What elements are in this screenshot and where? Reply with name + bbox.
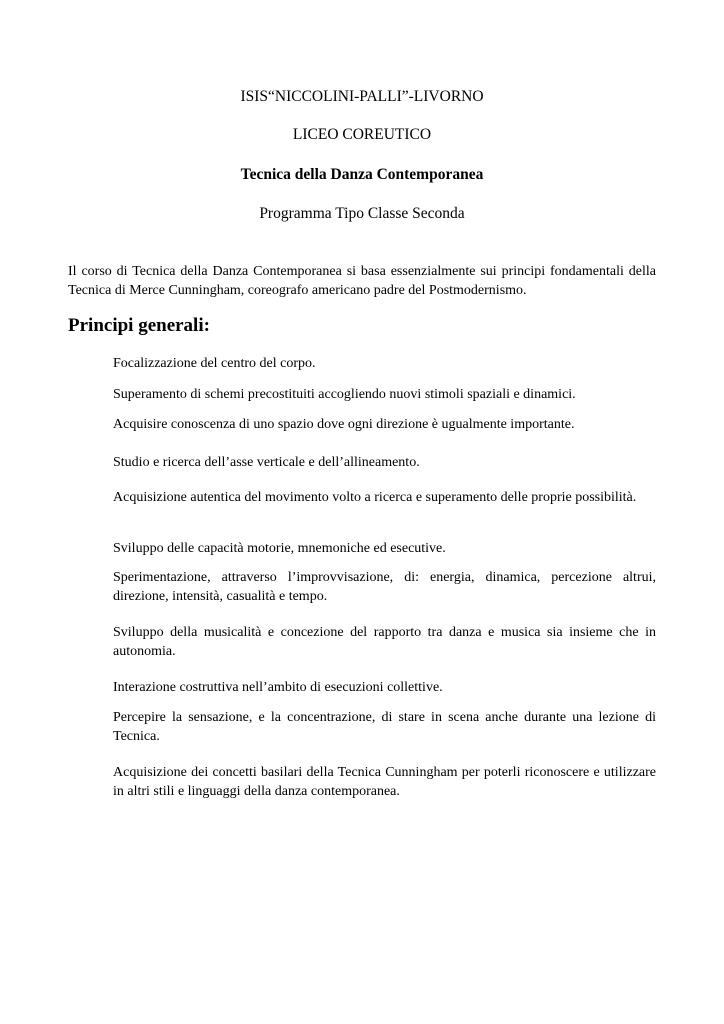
principle-item: Acquisizione autentica del movimento volto a ricerca e superamento delle proprie possibilità. <box>113 490 637 505</box>
principle-item: Studio e ricerca dell’asse verticale e dell’allineamento. <box>113 455 420 470</box>
principle-item: Acquisire conoscenza di uno spazio dove ogni direzione è ugualmente importante. <box>113 417 575 432</box>
liceo-title: LICEO COREUTICO <box>292 126 432 143</box>
principle-item: Interazione costruttiva nell’ambito di esecuzioni collettive. <box>113 680 443 695</box>
principle-item: Acquisizione dei concetti basilari della Tecnica Cunningham per poterli riconoscere e utilizzare in altri stili e linguaggi della danza contemporanea. <box>113 765 656 799</box>
subject-title: Tecnica della Danza Contemporanea <box>240 166 484 183</box>
program-title: Programma Tipo Classe Seconda <box>259 205 465 222</box>
principle-item: Sviluppo delle capacità motorie, mnemoniche ed esecutive. <box>113 541 446 556</box>
principle-item: Sperimentazione, attraverso l’improvvisazione, di: energia, dinamica, percezione altrui, direzione, intensità, casualità e tempo. <box>113 570 656 604</box>
section-heading: Principi generali: <box>68 315 210 336</box>
school-name: ISIS“NICCOLINI-PALLI”-LIVORNO <box>240 88 484 105</box>
principle-item: Focalizzazione del centro del corpo. <box>113 356 316 371</box>
intro-paragraph: Il corso di Tecnica della Danza Contemporanea si basa essenzialmente sui principi fondamentali della Tecnica di Merce Cunningham, coreografo americano padre del Postmodernismo. <box>68 264 656 298</box>
principle-item: Percepire la sensazione, e la concentrazione, di stare in scena anche durante una lezione di Tecnica. <box>113 710 656 744</box>
principle-item: Superamento di schemi precostituiti accogliendo nuovi stimoli spaziali e dinamici. <box>113 387 576 402</box>
principle-item: Sviluppo della musicalità e concezione del rapporto tra danza e musica sia insieme che in autonomia. <box>113 625 656 659</box>
